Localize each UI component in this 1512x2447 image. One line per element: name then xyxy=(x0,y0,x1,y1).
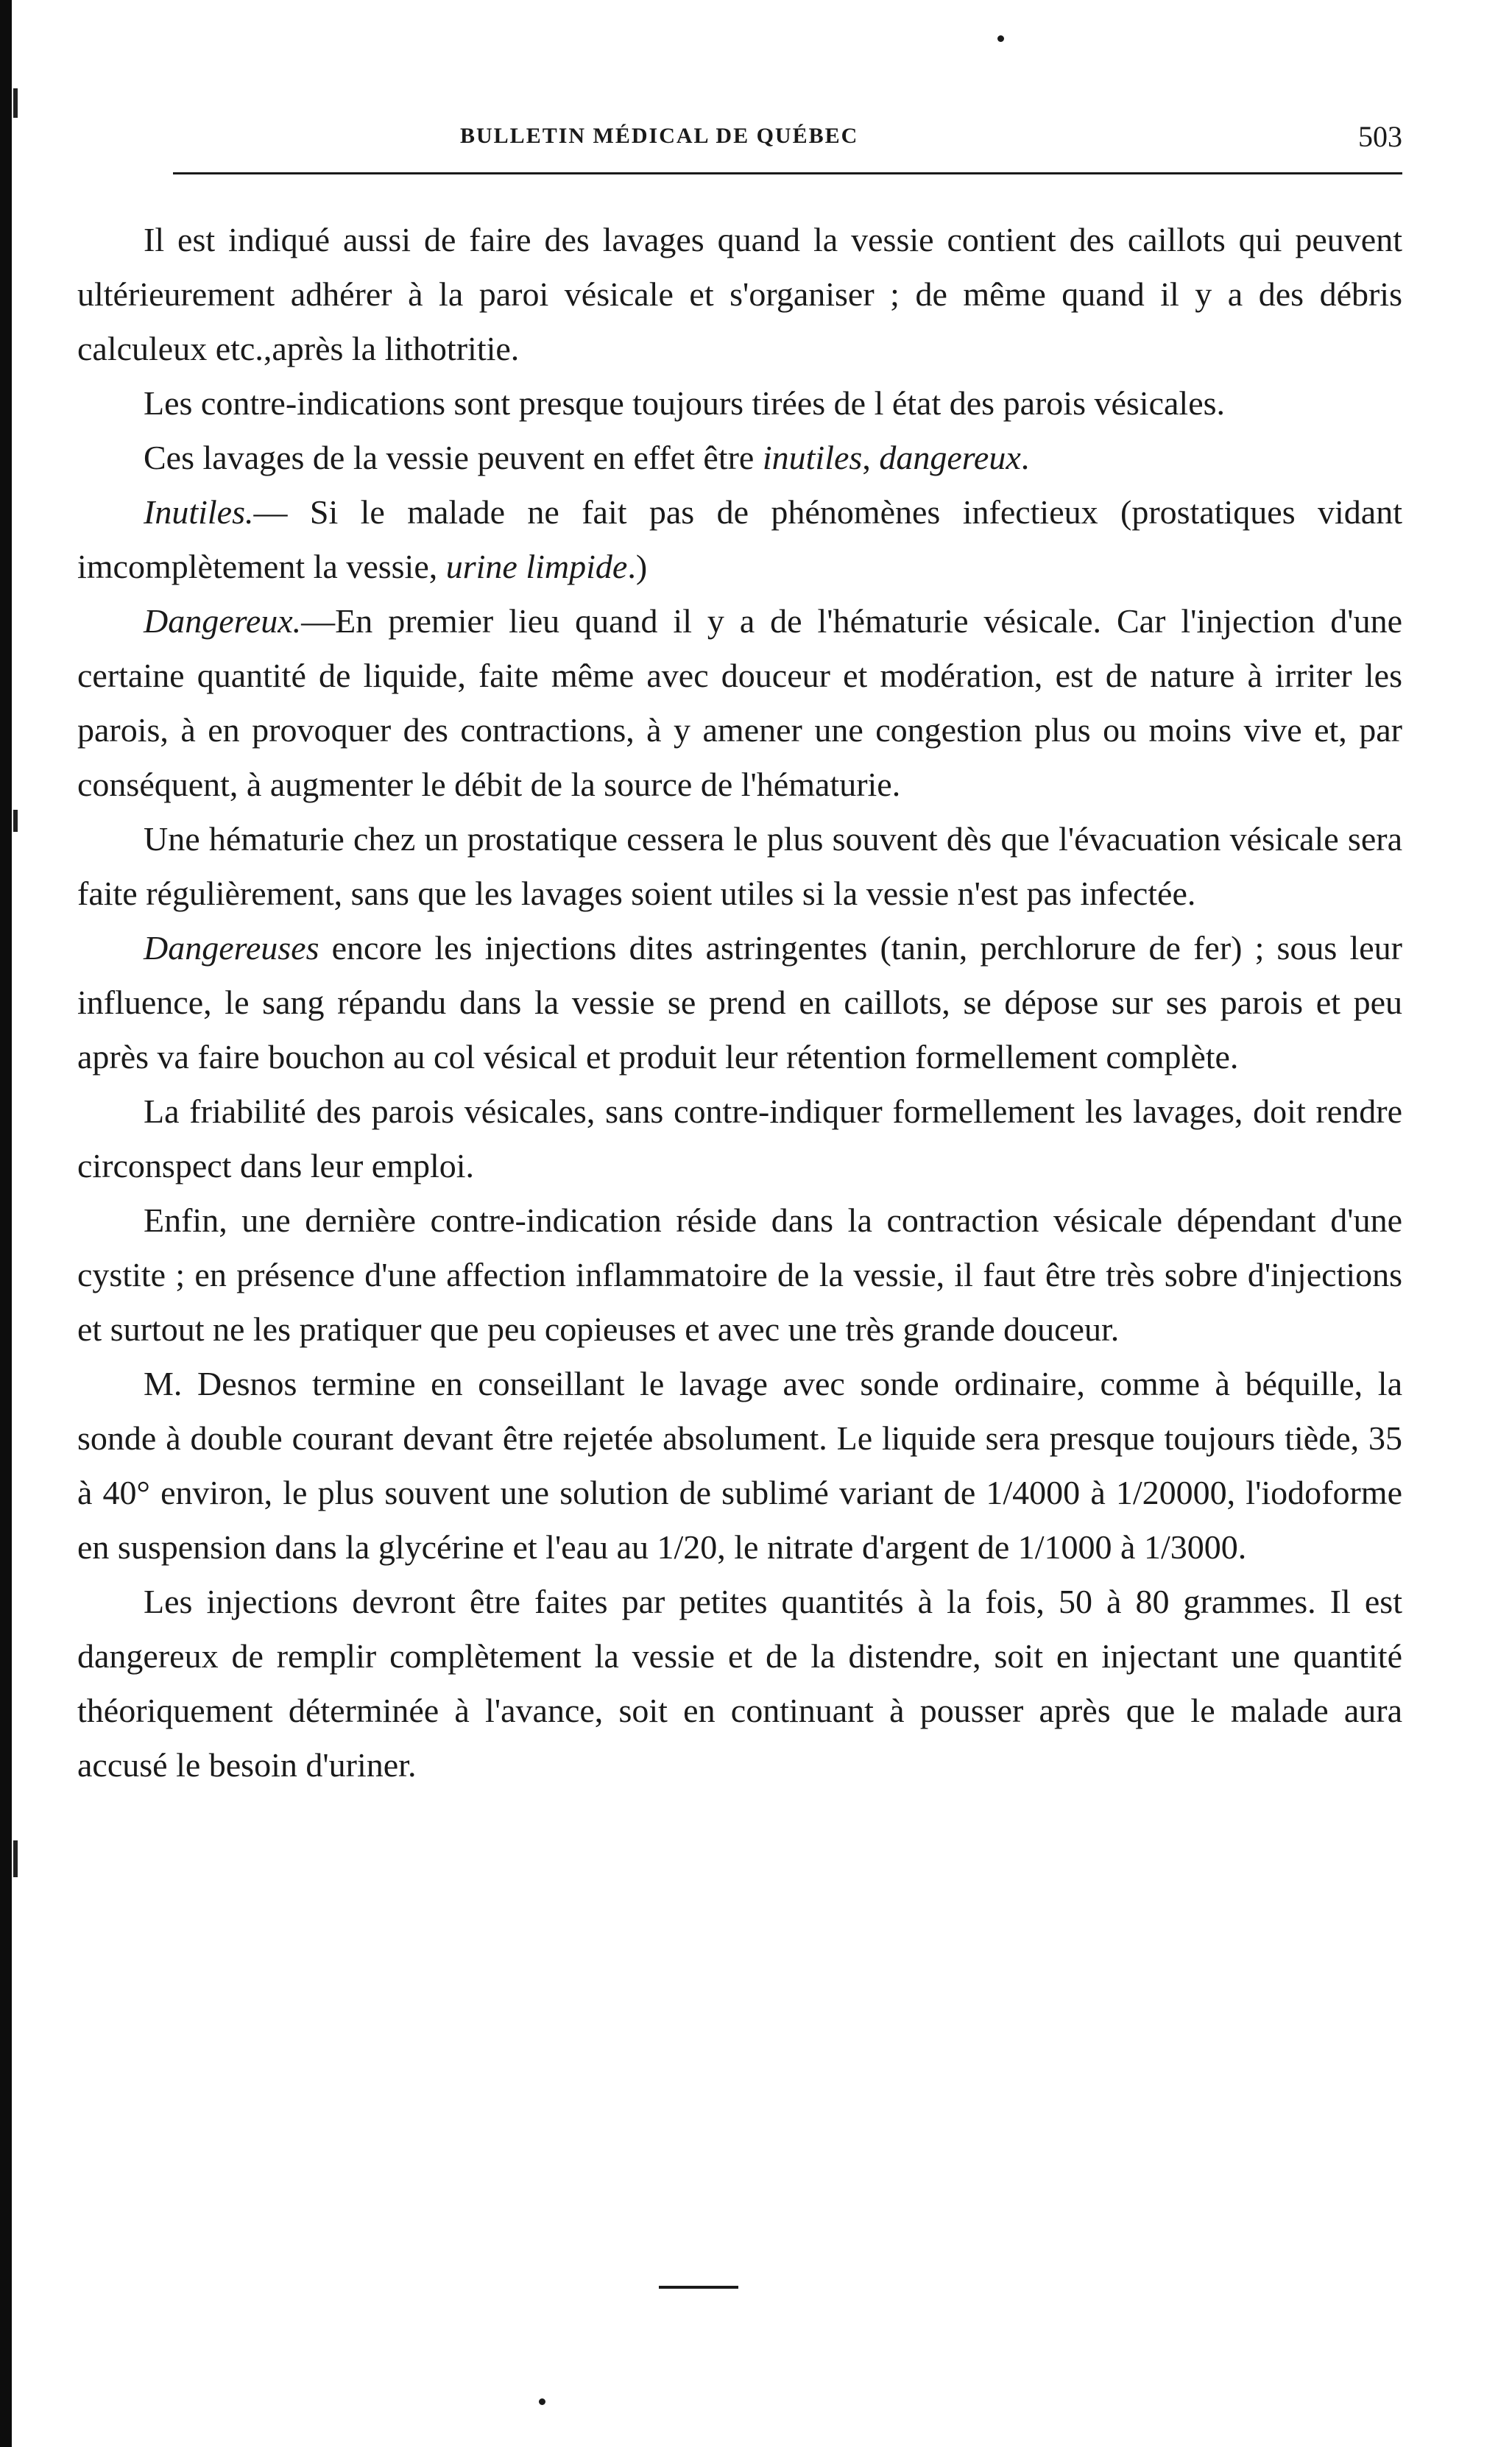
paragraph xyxy=(77,812,1402,921)
document-page xyxy=(77,110,1402,1793)
paragraph-text: Ces lavages de la vessie peuvent en effet être xyxy=(144,439,763,476)
scan-speck xyxy=(13,810,18,832)
paragraph xyxy=(77,594,1402,812)
paragraph-text: Les contre-indications sont presque toujours tirées de l état des parois vésicales. xyxy=(144,384,1226,422)
end-rule xyxy=(659,2286,738,2289)
scan-binding-edge xyxy=(0,0,12,2447)
paragraph-text: M. Desnos termine en conseillant le lavage avec sonde ordinaire, comme à béquille, la sonde à double courant devant être rejetée absolument. Le liquide sera presque toujours tiède, 35 à 40° environ, le plus souvent une solution de sublimé variant de 1/4000 à 1/20000, l'iodoforme en suspension dans la glycérine et l'eau au 1/20, le nitrate d'argent de 1/1000 à 1/3000. xyxy=(77,1365,1402,1566)
paragraph xyxy=(77,1575,1402,1793)
scan-dot xyxy=(997,35,1004,42)
paragraph-text: —En premier lieu quand il y a de l'hématurie vésicale. Car l'injection d'une certaine quantité de liquide, faite même avec douceur et modération, est de nature à irriter les parois, à en provoquer des contractions, à y amener une congestion plus ou moins vive et, par conséquent, à augmenter le débit de la source de l'hématurie. xyxy=(77,602,1402,803)
paragraph xyxy=(77,376,1402,431)
paragraph xyxy=(77,1084,1402,1193)
body-text xyxy=(77,213,1402,1793)
scan-speck xyxy=(13,88,18,118)
paragraph-text: .) xyxy=(627,548,648,585)
page-number: 503 xyxy=(1358,120,1402,153)
paragraph xyxy=(77,1357,1402,1575)
paragraph-text: encore les injections dites astringentes (tanin, perchlorure de fer) ; sous leur influence, le sang répandu dans la vessie se prend en caillots, se dépose sur ses parois et peu après va faire bouchon au col vésical et produit leur rétention formellement complète. xyxy=(77,929,1402,1076)
paragraph-text: Il est indiqué aussi de faire des lavages quand la vessie contient des caillots qui peuvent ultérieurement adhérer à la paroi vésicale et s'organiser ; de même quand il y a des débris calculeux etc.,après la lithotritie. xyxy=(77,221,1402,367)
italic-heading: Dangereux. xyxy=(144,602,302,640)
paragraph-text: . xyxy=(1020,439,1030,476)
paragraph-text: Enfin, une dernière contre-indication réside dans la contraction vésicale dépendant d'une cystite ; en présence d'une affection inflammatoire de la vessie, il faut être très sobre d'injections et surtout ne les pratiquer que peu copieuses et avec une très grande douceur. xyxy=(77,1201,1402,1348)
paragraph xyxy=(77,485,1402,594)
paragraph xyxy=(77,213,1402,376)
paragraph-text: — Si le malade ne fait pas de phénomènes infectieux (prostatiques vidant imcomplètement la vessie, xyxy=(77,493,1402,585)
scan-dot xyxy=(539,2398,545,2405)
paragraph-text: , xyxy=(862,439,880,476)
header-rule xyxy=(173,172,1402,174)
paragraph-text: Les injections devront être faites par petites quantités à la fois, 50 à 80 grammes. Il est dangereux de remplir complètement la vessie et de la distendre, soit en injectant une quantité théoriquement déterminée à l'avance, soit en continuant à pousser après que le malade aura accusé le besoin d'uriner. xyxy=(77,1583,1402,1784)
paragraph xyxy=(77,1193,1402,1357)
paragraph xyxy=(77,921,1402,1084)
page-header xyxy=(77,110,1402,162)
italic-heading: Dangereuses xyxy=(144,929,319,967)
running-head: BULLETIN MÉDICAL DE QUÉBEC xyxy=(460,124,859,148)
scan-speck xyxy=(13,1840,18,1877)
paragraph-text: Une hématurie chez un prostatique cessera le plus souvent dès que l'évacuation vésicale sera faite régulièrement, sans que les lavages soient utiles si la vessie n'est pas infectée. xyxy=(77,820,1402,912)
italic-term: dangereux xyxy=(879,439,1021,476)
paragraph-text: La friabilité des parois vésicales, sans contre-indiquer formellement les lavages, doit rendre circonspect dans leur emploi. xyxy=(77,1092,1402,1184)
italic-term: urine limpide xyxy=(445,548,628,585)
italic-term: inutiles xyxy=(762,439,863,476)
paragraph xyxy=(77,431,1402,485)
italic-heading: Inutiles. xyxy=(144,493,254,531)
